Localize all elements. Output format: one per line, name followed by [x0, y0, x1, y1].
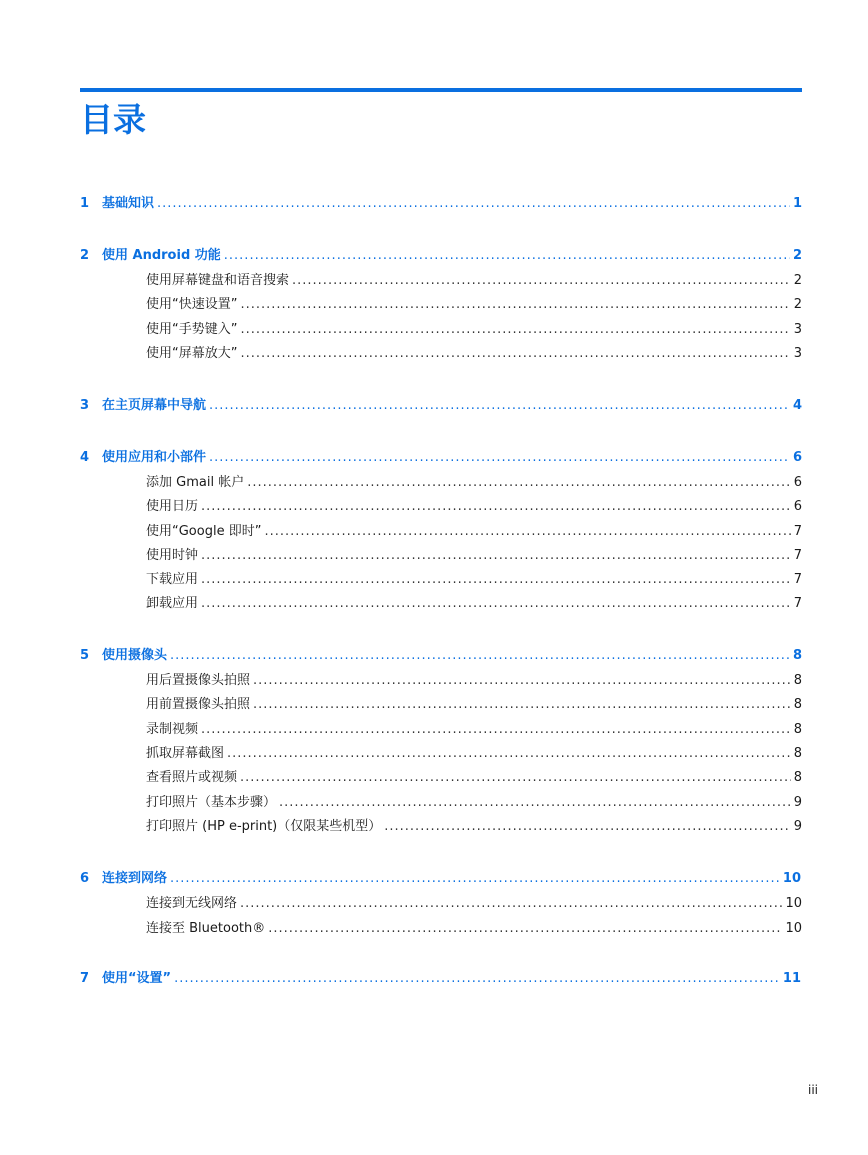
- chapter-number: 7: [80, 971, 90, 986]
- dot-leader: [240, 894, 782, 914]
- dot-leader: [240, 768, 791, 788]
- chapter-title: 使用应用和小部件: [102, 450, 207, 465]
- dot-leader: [209, 396, 790, 416]
- dot-leader: [170, 869, 780, 889]
- page-number: 10: [785, 896, 802, 911]
- section-title: 下载应用: [146, 572, 199, 587]
- page-number: 8: [792, 648, 802, 663]
- section-title: 使用“手势键入”: [146, 322, 238, 337]
- chapter-number: 2: [80, 248, 90, 263]
- chapter-number: 4: [80, 450, 90, 465]
- page-number: 8: [793, 697, 802, 712]
- toc-chapter-2[interactable]: [80, 246, 802, 266]
- page-number: 3: [793, 322, 802, 337]
- toc-section-4-6[interactable]: [146, 594, 802, 614]
- page-number: 7: [793, 524, 802, 539]
- section-title: 使用“Google 即时”: [146, 524, 262, 539]
- toc-section-2-3[interactable]: [146, 320, 802, 340]
- toc-chapter-4[interactable]: [80, 448, 802, 468]
- dot-leader: [268, 919, 782, 939]
- dot-leader: [279, 793, 791, 813]
- page-number: 8: [793, 746, 802, 761]
- toc-section-5-1[interactable]: [146, 671, 802, 691]
- toc-section-4-1[interactable]: [146, 473, 802, 493]
- chapter-title: 基础知识: [102, 196, 155, 211]
- page-number: 10: [785, 921, 802, 936]
- section-title: 使用日历: [146, 499, 199, 514]
- page-number: 7: [793, 572, 802, 587]
- dot-leader: [170, 646, 790, 666]
- dot-leader: [157, 194, 790, 214]
- dot-leader: [201, 546, 791, 566]
- toc-section-5-6[interactable]: [146, 793, 802, 813]
- page-number: 8: [793, 673, 802, 688]
- section-title: 用后置摄像头拍照: [146, 673, 251, 688]
- section-title: 连接至 Bluetooth®: [146, 921, 266, 936]
- dot-leader: [201, 570, 791, 590]
- chapter-number: 5: [80, 648, 90, 663]
- toc-chapter-3[interactable]: [80, 396, 802, 416]
- page-number: 6: [793, 475, 802, 490]
- section-title: 打印照片 (HP e-print)（仅限某些机型）: [146, 819, 382, 834]
- section-title: 添加 Gmail 帐户: [146, 475, 245, 490]
- chapter-number: 6: [80, 871, 90, 886]
- chapter-title: 使用“设置”: [102, 971, 172, 986]
- section-title: 录制视频: [146, 722, 199, 737]
- section-title: 抓取屏幕截图: [146, 746, 225, 761]
- toc-chapter-1[interactable]: [80, 194, 802, 214]
- chapter-number: 3: [80, 398, 90, 413]
- page-number: 6: [793, 499, 802, 514]
- dot-leader: [201, 594, 791, 614]
- dot-leader: [227, 744, 791, 764]
- page-number: 4: [792, 398, 802, 413]
- dot-leader: [209, 448, 790, 468]
- page-number: 9: [793, 795, 802, 810]
- toc-section-5-5[interactable]: [146, 768, 802, 788]
- section-title: 使用时钟: [146, 548, 199, 563]
- toc-section-4-4[interactable]: [146, 546, 802, 566]
- toc-section-5-3[interactable]: [146, 720, 802, 740]
- page-number: 7: [793, 548, 802, 563]
- page-number: 3: [793, 346, 802, 361]
- dot-leader: [264, 522, 790, 542]
- dot-leader: [240, 344, 790, 364]
- footer-page-number: iii: [808, 1083, 819, 1097]
- toc-section-6-2[interactable]: [146, 919, 802, 939]
- dot-leader: [240, 320, 790, 340]
- page-number: 8: [793, 722, 802, 737]
- page-number: 6: [792, 450, 802, 465]
- toc-section-5-2[interactable]: [146, 695, 802, 715]
- toc-chapter-5[interactable]: [80, 646, 802, 666]
- toc-section-5-4[interactable]: [146, 744, 802, 764]
- dot-leader: [292, 271, 791, 291]
- page-number: 9: [793, 819, 802, 834]
- chapter-title: 在主页屏幕中导航: [102, 398, 207, 413]
- section-title: 查看照片或视频: [146, 770, 238, 785]
- section-title: 使用“快速设置”: [146, 297, 238, 312]
- page-number: 2: [793, 297, 802, 312]
- toc-section-4-5[interactable]: [146, 570, 802, 590]
- toc-section-2-2[interactable]: [146, 295, 802, 315]
- chapter-title: 连接到网络: [102, 871, 168, 886]
- toc-section-6-1[interactable]: [146, 894, 802, 914]
- chapter-title: 使用摄像头: [102, 648, 168, 663]
- toc-section-2-4[interactable]: [146, 344, 802, 364]
- page-number: 2: [793, 273, 802, 288]
- dot-leader: [201, 497, 791, 517]
- chapter-title: 使用 Android 功能: [102, 248, 221, 263]
- dot-leader: [247, 473, 791, 493]
- toc-chapter-7[interactable]: [80, 969, 801, 989]
- section-title: 打印照片（基本步骤）: [146, 795, 277, 810]
- dot-leader: [253, 695, 791, 715]
- section-title: 连接到无线网络: [146, 896, 238, 911]
- section-title: 卸载应用: [146, 596, 199, 611]
- chapter-number: 1: [80, 196, 90, 211]
- section-title: 用前置摄像头拍照: [146, 697, 251, 712]
- dot-leader: [174, 969, 780, 989]
- page-number: 1: [792, 196, 802, 211]
- dot-leader: [201, 720, 791, 740]
- dot-leader: [224, 246, 790, 266]
- page-number: 8: [793, 770, 802, 785]
- toc-section-2-1[interactable]: [146, 271, 802, 291]
- toc-section-4-2[interactable]: [146, 497, 802, 517]
- page-number: 2: [792, 248, 802, 263]
- dot-leader: [253, 671, 791, 691]
- toc-section-5-7[interactable]: [146, 817, 802, 837]
- section-title: 使用屏幕键盘和语音搜索: [146, 273, 290, 288]
- toc-chapter-6[interactable]: [80, 869, 801, 889]
- page-title: 目录: [80, 100, 146, 139]
- page-number: 7: [793, 596, 802, 611]
- section-title: 使用“屏幕放大”: [146, 346, 238, 361]
- dot-leader: [240, 295, 790, 315]
- dot-leader: [384, 817, 790, 837]
- page-number: 11: [782, 971, 801, 986]
- page-number: 10: [782, 871, 801, 886]
- toc-section-4-3[interactable]: [146, 522, 802, 542]
